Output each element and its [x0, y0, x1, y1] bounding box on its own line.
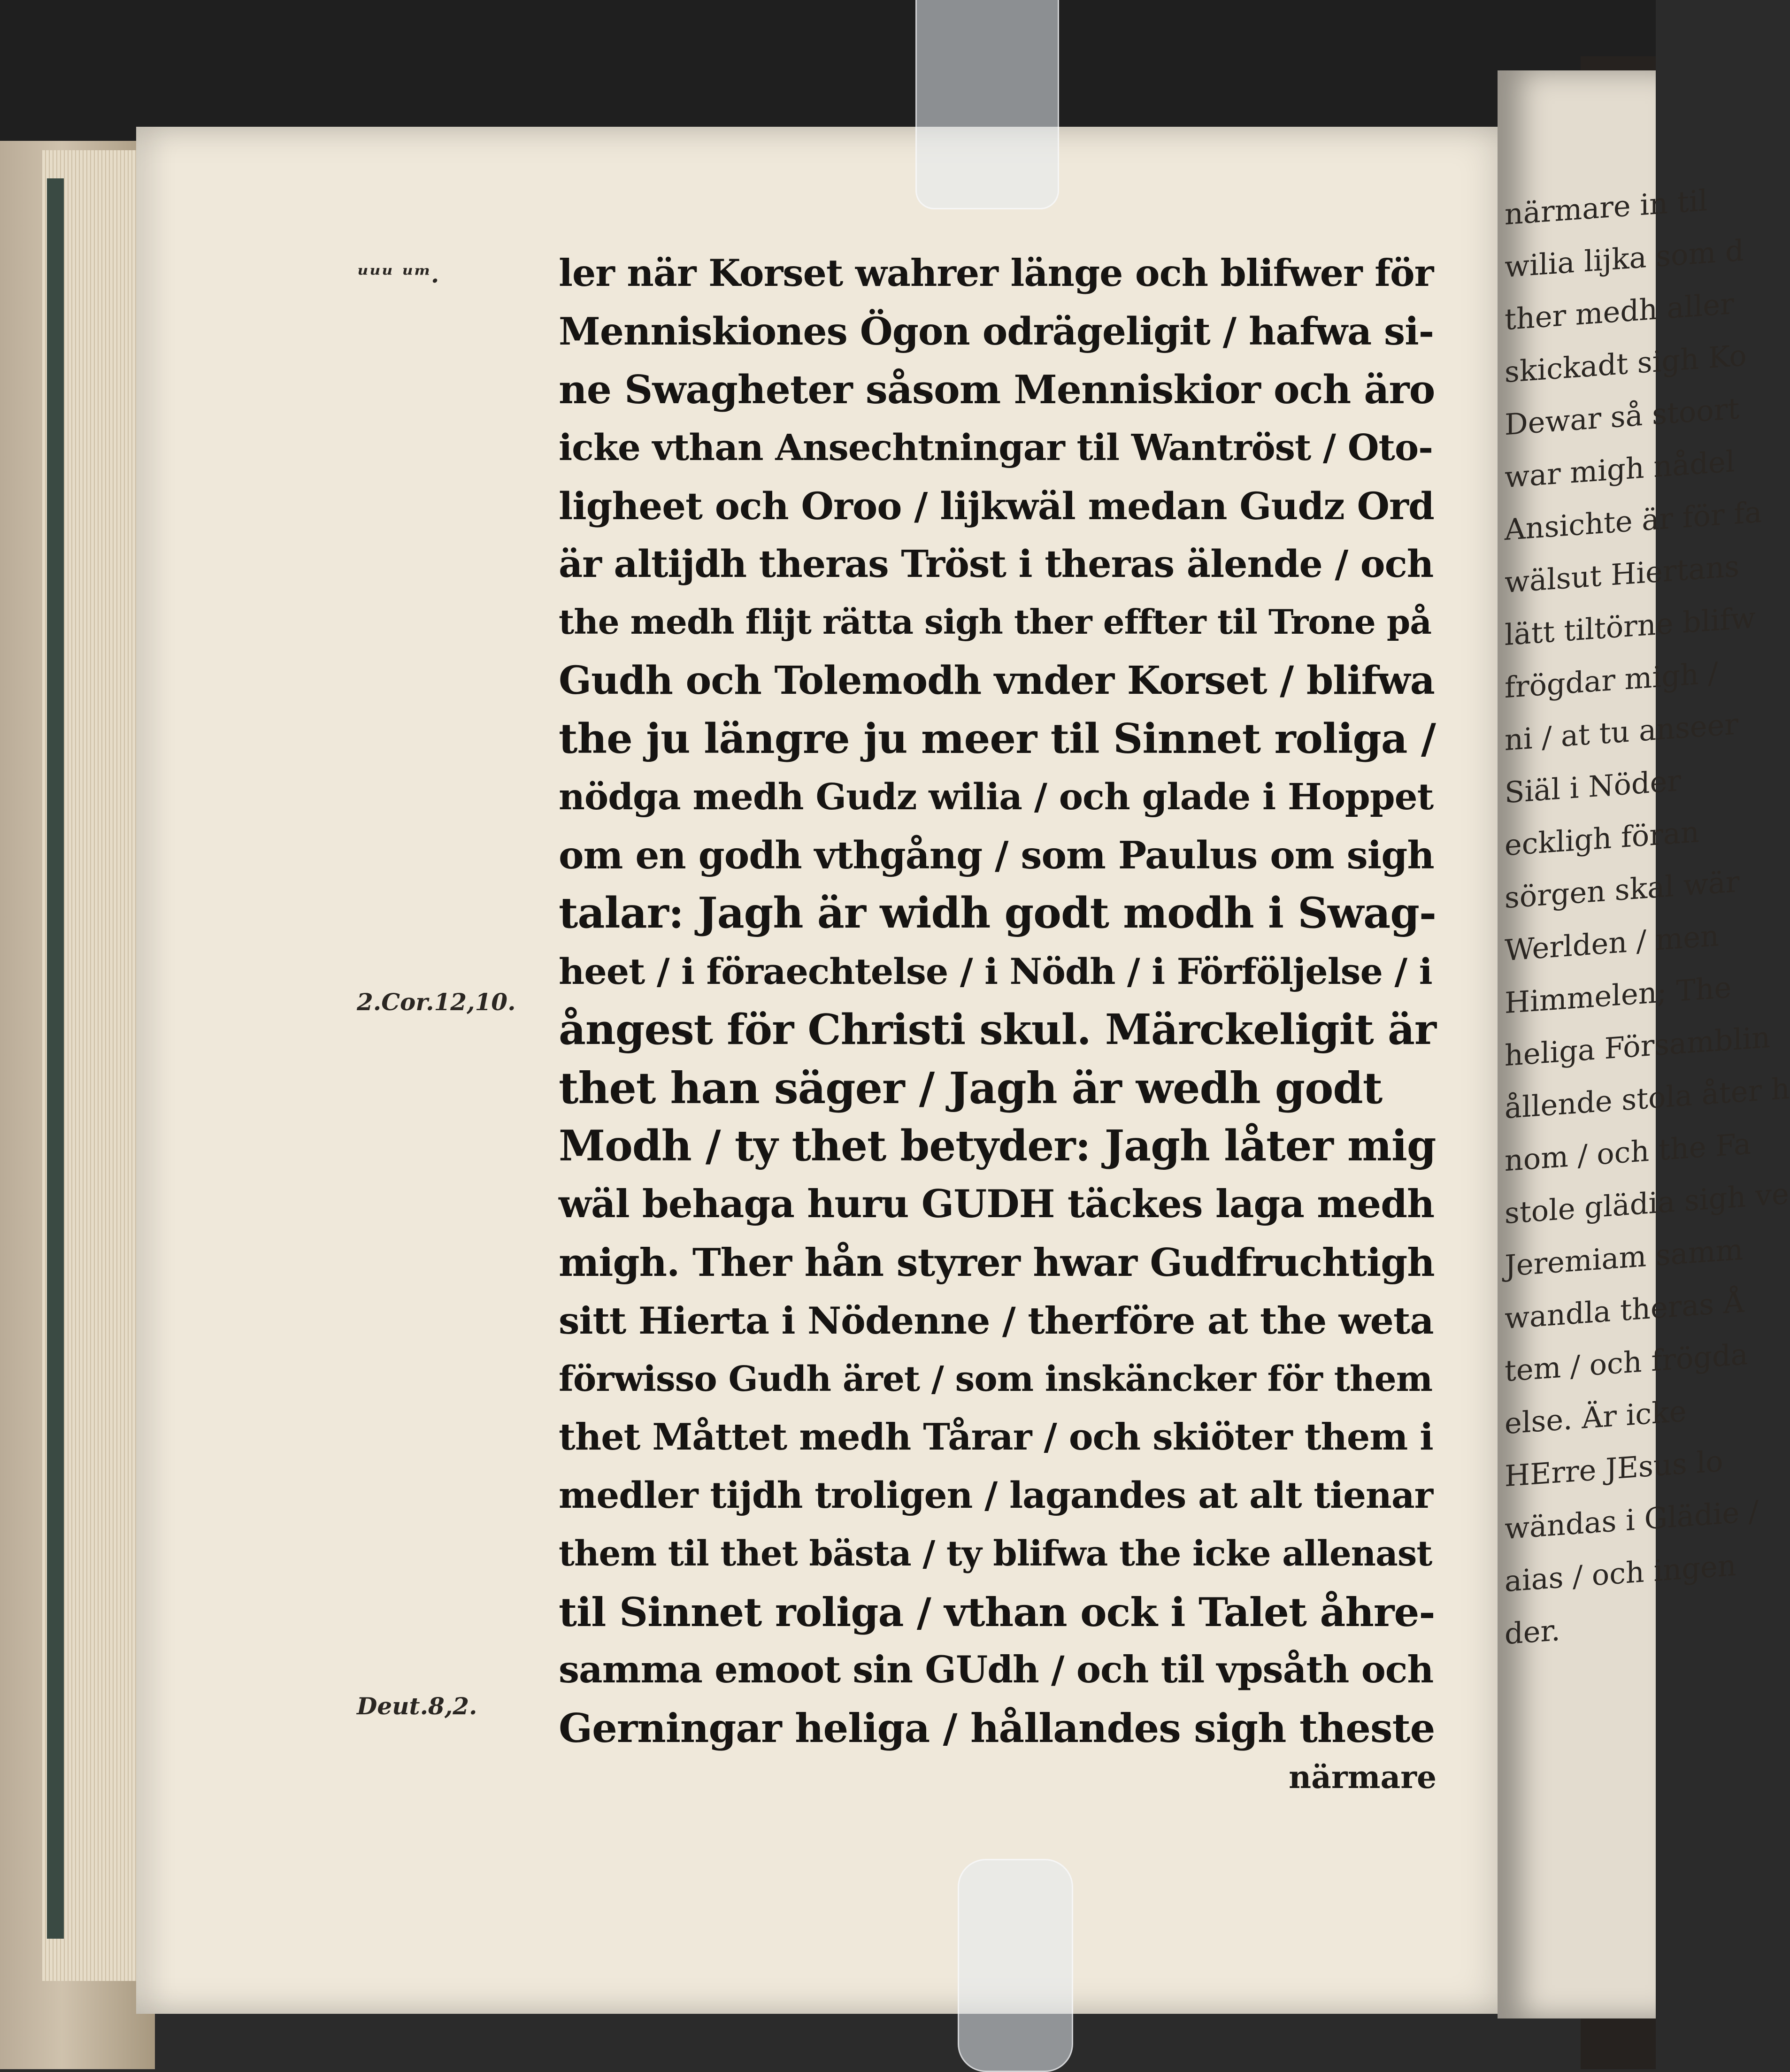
- facing-text-line: Siäl i Nöder: [1505, 763, 1681, 810]
- facing-text-line: ni / at tu anseer: [1505, 706, 1738, 758]
- text-line: migh. Ther hån styrer hwar Gudfruchtigh: [559, 1240, 1435, 1285]
- facing-text-line: tem / och frögda: [1505, 1336, 1748, 1389]
- text-line: heet / i föraechtelse / i Nödh / i Förföljelse / i: [559, 951, 1432, 992]
- facing-text-line: wandla theras Å: [1505, 1284, 1744, 1336]
- text-line: talar: Jagh är widh godt modh i Swag-: [559, 889, 1437, 938]
- text-line: förwisso Gudh äret / som inskäncker för them: [559, 1358, 1433, 1399]
- facing-text-line: war migh nådel: [1505, 444, 1735, 495]
- facing-text-line: skickadt sigh Ko: [1505, 338, 1747, 390]
- facing-text-line: sörgen skal wär: [1505, 864, 1740, 915]
- facing-text-line: lätt tiltörne blifw: [1505, 600, 1756, 652]
- facing-text-line: eckligh föran: [1505, 814, 1699, 863]
- page-clip-bottom: [958, 1859, 1073, 2072]
- margin-note: 2.Cor.12,10.: [357, 988, 516, 1016]
- catchword: närmare: [1289, 1759, 1437, 1796]
- text-line: är altijdh theras Tröst i theras älende / och: [559, 542, 1434, 586]
- facing-page-text: [1505, 178, 1790, 1650]
- text-line: ligheet och Oroo / lijkwäl medan Gudz Ord: [559, 484, 1434, 528]
- body-text: [559, 244, 1437, 1796]
- text-line: wäl behaga huru GUDH täckes laga medh: [559, 1182, 1435, 1227]
- facing-text-line: Werlden / men: [1505, 918, 1719, 968]
- page-clip-top: [915, 0, 1059, 209]
- facing-text-line: wälsut Hiertans: [1505, 549, 1740, 600]
- facing-text-line: HErre JEsus lo: [1505, 1443, 1723, 1494]
- text-line: Gerningar heliga / hållandes sigh theste: [559, 1705, 1435, 1751]
- text-line: samma emoot sin GUdh / och til vpsåth och: [559, 1649, 1434, 1691]
- text-line: ångest för Christi skul. Märckeligit är: [559, 1005, 1437, 1054]
- facing-text-line: Dewar så stoort: [1505, 391, 1740, 442]
- text-line: ne Swagheter såsom Menniskior och äro: [559, 367, 1435, 413]
- text-line: om en godh vthgång / som Paulus om sigh: [559, 833, 1434, 877]
- margin-note: ᵘᵘᵘ ᵘᵐ.: [357, 261, 439, 288]
- facing-text-line: Jeremiam samm: [1505, 1232, 1744, 1283]
- facing-text-line: wilia lijka som d: [1505, 233, 1744, 284]
- text-line: nödga medh Gudz wilia / och glade i Hoppet: [559, 776, 1434, 818]
- facing-text-line: nom / och the Fa: [1505, 1126, 1752, 1178]
- text-line: til Sinnet roliga / vthan ock i Talet åhre-: [559, 1589, 1435, 1635]
- text-line: thet han säger / Jagh är wedh godt: [559, 1063, 1383, 1113]
- facing-text-line: ållende stola åter h: [1505, 1071, 1790, 1126]
- facing-text-line: else. Är icke: [1505, 1394, 1687, 1441]
- text-line: them til thet bästa / ty blifwa the icke allenast: [559, 1534, 1432, 1574]
- facing-text-line: der.: [1505, 1612, 1560, 1651]
- text-line: the medh flijt rätta sigh ther effter til Trone på: [559, 602, 1432, 642]
- facing-text-line: närmare in til: [1505, 183, 1708, 232]
- text-line: ler när Korset wahrer länge och blifwer för: [559, 251, 1434, 295]
- margin-note: Deut.8,2.: [357, 1692, 477, 1720]
- facing-text-line: frögdar migh /: [1505, 655, 1718, 705]
- text-line: icke vthan Ansechtningar til Wantröst / Oto-: [559, 427, 1433, 469]
- text-line: thet Måttet medh Tårar / och skiöter them i: [559, 1416, 1433, 1458]
- text-line: medler tijdh troligen / lagandes at alt tienar: [559, 1474, 1433, 1517]
- text-line: the ju längre ju meer til Sinnet roliga /: [559, 714, 1436, 763]
- facing-text-line: aias / och ingen: [1505, 1548, 1736, 1599]
- text-line: Modh / ty thet betyder: Jagh låter mig: [559, 1121, 1436, 1171]
- binding-stripe: [47, 178, 64, 1939]
- text-line: Menniskiones Ögon odrägeligit / hafwa si-: [559, 309, 1434, 353]
- facing-text-line: Himmelen; The: [1505, 970, 1732, 1021]
- facing-text-line: ther medh aller: [1505, 286, 1734, 337]
- text-line: Gudh och Tolemodh vnder Korset / blifwa: [559, 658, 1435, 703]
- facing-text-line: wändas i Glädie /: [1505, 1494, 1759, 1546]
- facing-text-line: stole glädia sigh ve: [1505, 1176, 1789, 1231]
- facing-text-line: Ansichte är för fa: [1505, 494, 1762, 547]
- facing-text-line: heliga Församblin: [1505, 1020, 1771, 1073]
- text-line: sitt Hierta i Nödenne / therföre at the weta: [559, 1299, 1434, 1343]
